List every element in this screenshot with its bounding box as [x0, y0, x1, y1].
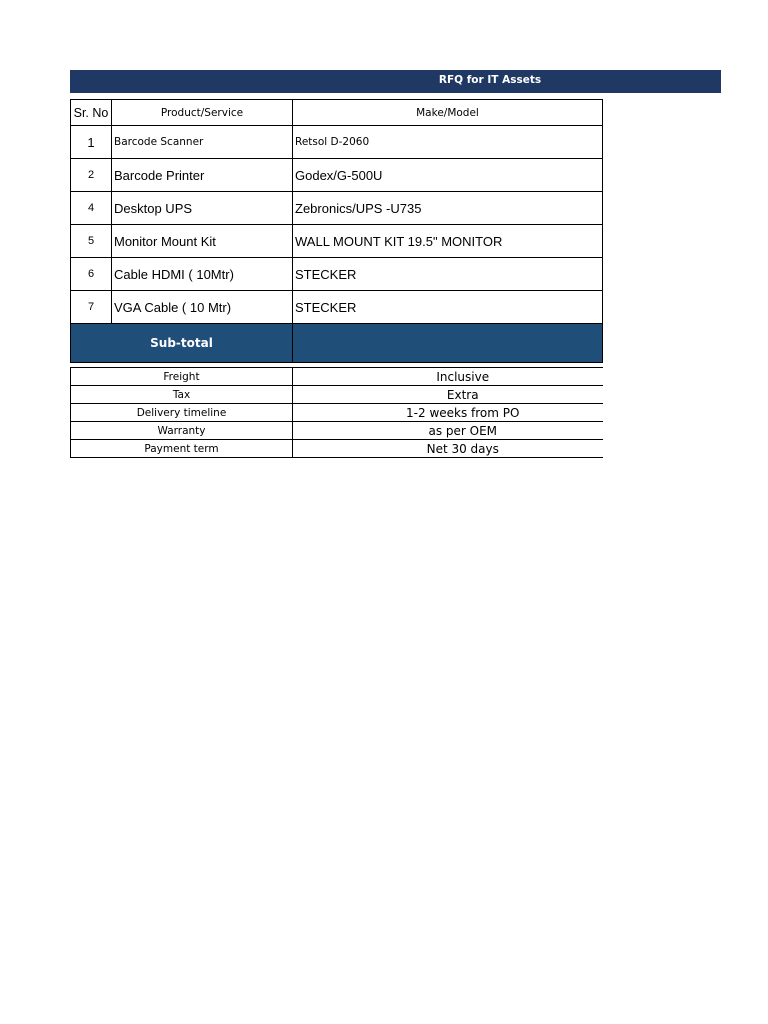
terms-row [71, 368, 603, 386]
cell-product: Cable HDMI ( 10Mtr) [112, 258, 293, 291]
table-row [71, 159, 603, 192]
table-row [71, 225, 603, 258]
term-value: 1-2 weeks from PO [293, 404, 603, 422]
table-header-row [71, 100, 603, 126]
cell-sr: 5 [71, 225, 112, 258]
cell-sr: 4 [71, 192, 112, 225]
cell-sr: 2 [71, 159, 112, 192]
terms-row [71, 440, 603, 458]
term-value: Extra [293, 386, 603, 404]
term-label: Tax [71, 386, 293, 404]
items-table [70, 99, 603, 363]
rfq-title-bar [70, 70, 721, 93]
cell-sr: 6 [71, 258, 112, 291]
table-row [71, 258, 603, 291]
terms-table [70, 367, 603, 458]
table-row [71, 192, 603, 225]
cell-product: Desktop UPS [112, 192, 293, 225]
cell-product: VGA Cable ( 10 Mtr) [112, 291, 293, 324]
table-row [71, 126, 603, 159]
term-value: Inclusive [293, 368, 603, 386]
term-value: as per OEM [293, 422, 603, 440]
header-product: Product/Service [112, 100, 293, 126]
cell-make: WALL MOUNT KIT 19.5" MONITOR [293, 225, 603, 258]
cell-make: Zebronics/UPS -U735 [293, 192, 603, 225]
terms-row [71, 422, 603, 440]
table-row [71, 291, 603, 324]
cell-make: STECKER [293, 258, 603, 291]
rfq-title: RFQ for IT Assets [438, 74, 542, 86]
terms-row [71, 404, 603, 422]
cell-make: STECKER [293, 291, 603, 324]
cell-product: Barcode Printer [112, 159, 293, 192]
cell-product: Barcode Scanner [112, 126, 293, 159]
subtotal-label: Sub-total [71, 324, 293, 363]
subtotal-row [71, 324, 603, 363]
term-value: Net 30 days [293, 440, 603, 458]
term-label: Warranty [71, 422, 293, 440]
header-sr-no: Sr. No [71, 100, 112, 126]
cell-make: Retsol D-2060 [293, 126, 603, 159]
subtotal-value [293, 324, 603, 363]
term-label: Delivery timeline [71, 404, 293, 422]
cell-sr: 1 [71, 126, 112, 159]
term-label: Payment term [71, 440, 293, 458]
term-label: Freight [71, 368, 293, 386]
cell-make: Godex/G-500U [293, 159, 603, 192]
header-make: Make/Model [293, 100, 603, 126]
cell-sr: 7 [71, 291, 112, 324]
cell-product: Monitor Mount Kit [112, 225, 293, 258]
terms-row [71, 386, 603, 404]
